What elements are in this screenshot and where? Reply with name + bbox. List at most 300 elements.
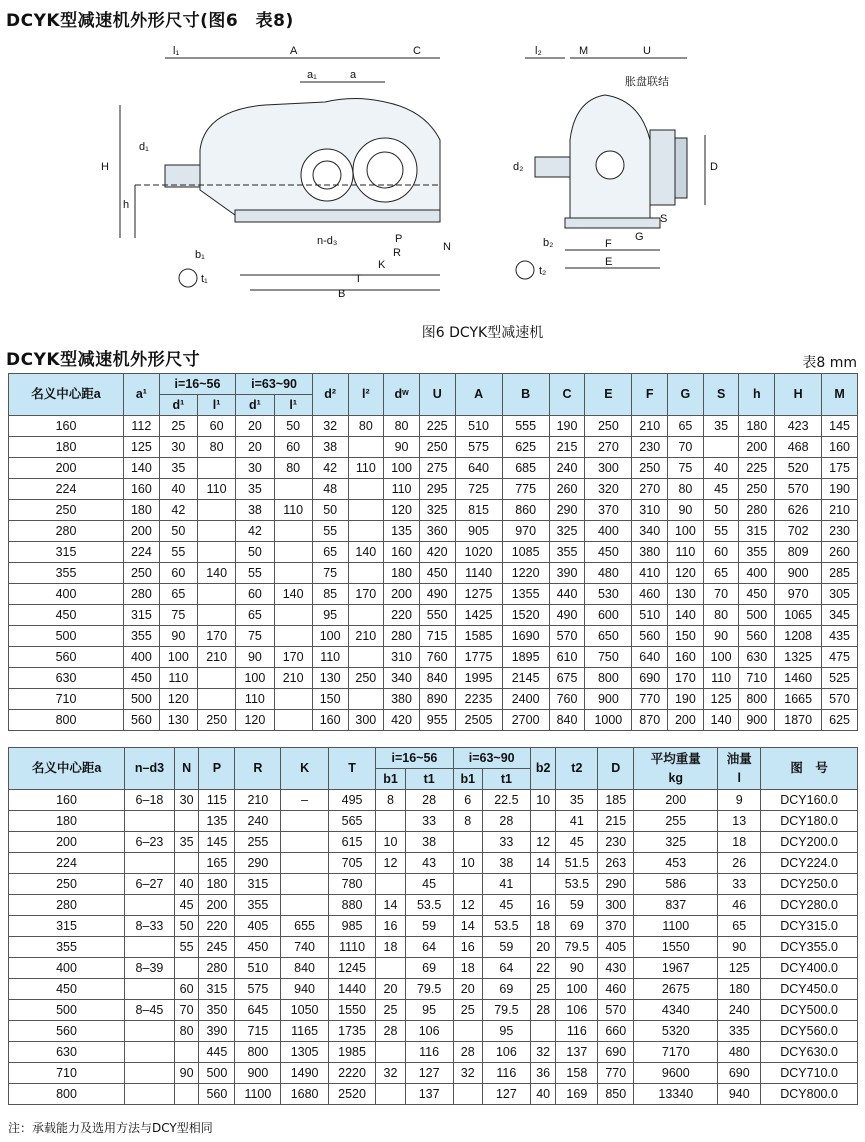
table-cell: 8–45 (125, 1000, 175, 1021)
table-cell: 35 (174, 832, 199, 853)
table-cell: 55 (703, 521, 739, 542)
table-header: t2 (556, 748, 598, 790)
table-cell: 355 (9, 937, 125, 958)
table-cell: 8 (453, 811, 482, 832)
table-cell: 80 (174, 1021, 199, 1042)
table-cell (174, 958, 199, 979)
table-cell: 80 (703, 605, 739, 626)
table-cell: 900 (775, 563, 822, 584)
table-cell: 26 (718, 853, 761, 874)
table-cell: 800 (9, 1084, 125, 1105)
table-cell: 140 (274, 584, 312, 605)
table-cell: 260 (549, 479, 585, 500)
table-cell: 280 (9, 895, 125, 916)
table-cell: 215 (549, 437, 585, 458)
table-cell: 22 (530, 958, 556, 979)
table-cell: 315 (9, 542, 124, 563)
table-cell: 1490 (281, 1063, 328, 1084)
table-cell: 10 (453, 853, 482, 874)
table-cell: 770 (632, 689, 668, 710)
table-cell: 200 (124, 521, 160, 542)
table-cell: 1100 (634, 916, 718, 937)
table-cell: 340 (384, 668, 420, 689)
table-cell (348, 605, 384, 626)
table-cell: 25 (376, 1000, 405, 1021)
table-cell: 32 (530, 1042, 556, 1063)
table-cell: 400 (9, 584, 124, 605)
table-header: l² (348, 374, 384, 416)
table-header: U (419, 374, 455, 416)
label-E: E (605, 256, 613, 268)
table-cell: 46 (718, 895, 761, 916)
table-cell: 1550 (328, 1000, 375, 1021)
table-row (9, 647, 858, 668)
table-cell: 90 (236, 647, 274, 668)
table-cell: 13340 (634, 1084, 718, 1105)
table-cell (197, 500, 235, 521)
table-cell: 79.5 (482, 1000, 530, 1021)
table-cell: 127 (405, 1063, 453, 1084)
table-header: A (455, 374, 502, 416)
table-cell: 200 (199, 895, 235, 916)
table-cell: 550 (419, 605, 455, 626)
table-cell: 715 (419, 626, 455, 647)
table-cell: – (281, 790, 328, 811)
table-cell: 45 (174, 895, 199, 916)
table-cell: 25 (453, 1000, 482, 1021)
table-cell: 500 (9, 626, 124, 647)
table-cell: 555 (502, 416, 549, 437)
table-cell: 16 (453, 937, 482, 958)
table-header: K (281, 748, 328, 790)
table-cell: 14 (453, 916, 482, 937)
table-cell: 1995 (455, 668, 502, 689)
table-cell: 55 (312, 521, 348, 542)
table-cell: 210 (348, 626, 384, 647)
table-cell: 160 (822, 437, 858, 458)
table-header: b2 (530, 748, 556, 790)
table-cell (530, 874, 556, 895)
table-cell: 8 (376, 790, 405, 811)
table-cell (125, 811, 175, 832)
table-cell: 40 (530, 1084, 556, 1105)
table-cell: 160 (9, 416, 124, 437)
table-cell: 715 (235, 1021, 281, 1042)
table-cell: 112 (124, 416, 160, 437)
table-cell: 450 (585, 542, 632, 563)
table-cell: 1895 (502, 647, 549, 668)
table-cell: 985 (328, 916, 375, 937)
table-cell: 840 (281, 958, 328, 979)
table-cell: 480 (718, 1042, 761, 1063)
footnote: 注：承载能力及选用方法与DCY型相同 (8, 1121, 213, 1135)
table-cell: 53.5 (556, 874, 598, 895)
table-cell: 30 (236, 458, 274, 479)
table-cell: 890 (419, 689, 455, 710)
table-cell: 500 (739, 605, 775, 626)
table-row (9, 979, 858, 1000)
table-header: G (668, 374, 704, 416)
table-cell: 110 (312, 647, 348, 668)
table-cell: 185 (598, 790, 634, 811)
table-cell: 90 (556, 958, 598, 979)
table-cell: 30 (174, 790, 199, 811)
table-cell: 250 (632, 458, 668, 479)
table-cell (174, 853, 199, 874)
table-cell: 940 (718, 1084, 761, 1105)
table-cell: 1690 (502, 626, 549, 647)
table-cell: 760 (549, 689, 585, 710)
table-cell: 1325 (775, 647, 822, 668)
table-cell (197, 584, 235, 605)
table-cell: 220 (199, 916, 235, 937)
table-cell: 160 (9, 790, 125, 811)
table-subheader: d¹ (236, 395, 274, 416)
table-cell: 1100 (235, 1084, 281, 1105)
table-cell: 423 (775, 416, 822, 437)
table-header: i=63~90 (453, 748, 530, 769)
table-cell: 106 (482, 1042, 530, 1063)
table-cell: 230 (822, 521, 858, 542)
label-U: U (643, 45, 651, 57)
table-cell: 2675 (634, 979, 718, 1000)
table-row (9, 853, 858, 874)
label-coupling: 胀盘联结 (625, 76, 669, 88)
table-header: d² (312, 374, 348, 416)
table-cell: 65 (159, 584, 197, 605)
table-cell (274, 710, 312, 731)
section-title: DCYK型减速机外形尺寸 (6, 350, 201, 370)
table-cell: 200 (9, 458, 124, 479)
table-cell: 116 (556, 1021, 598, 1042)
table-cell: 500 (9, 1000, 125, 1021)
table-row (9, 626, 858, 647)
table-cell: 120 (668, 563, 704, 584)
label-b1: b₁ (195, 249, 205, 261)
table-cell: 100 (312, 626, 348, 647)
table-header: E (585, 374, 632, 416)
table-cell: 750 (585, 647, 632, 668)
table-cell: DCY355.0 (761, 937, 858, 958)
table-cell: 7170 (634, 1042, 718, 1063)
table-cell (376, 1084, 405, 1105)
table-cell: 36 (530, 1063, 556, 1084)
table-cell: 1735 (328, 1021, 375, 1042)
table-cell: 453 (634, 853, 718, 874)
table-cell: 60 (274, 437, 312, 458)
table-cell: 38 (312, 437, 348, 458)
table-cell: 2505 (455, 710, 502, 731)
table-cell: DCY710.0 (761, 1063, 858, 1084)
table-header: i=16~56 (159, 374, 236, 395)
table-cell: 510 (632, 605, 668, 626)
table-cell: 1550 (634, 937, 718, 958)
table-cell (125, 1084, 175, 1105)
table-cell: DCY180.0 (761, 811, 858, 832)
label-P: P (395, 233, 403, 245)
table-cell: 355 (124, 626, 160, 647)
table-row (9, 500, 858, 521)
table-cell: 520 (775, 458, 822, 479)
table-cell (174, 1084, 199, 1105)
label-l2: l₂ (535, 45, 542, 57)
table-cell: 645 (235, 1000, 281, 1021)
table-header: 图 号 (761, 748, 858, 790)
table-cell: 460 (598, 979, 634, 1000)
label-G: G (635, 231, 644, 243)
table-cell: 420 (384, 710, 420, 731)
table-cell: 1985 (328, 1042, 375, 1063)
table-cell: 655 (281, 916, 328, 937)
table-cell: 1275 (455, 584, 502, 605)
table-row (9, 584, 858, 605)
table-cell: 160 (384, 542, 420, 563)
table-row (9, 1084, 858, 1105)
table-row (9, 811, 858, 832)
table-cell: 180 (739, 416, 775, 437)
table-cell: 230 (632, 437, 668, 458)
table-subheader: t1 (405, 769, 453, 790)
table-cell (125, 1021, 175, 1042)
table-header: 名义中心距a (9, 748, 125, 790)
table-cell: 160 (124, 479, 160, 500)
table-cell: 955 (419, 710, 455, 731)
table-cell: 95 (482, 1021, 530, 1042)
table-cell: 33 (405, 811, 453, 832)
table-cell: 14 (530, 853, 556, 874)
table-row (9, 874, 858, 895)
table-cell: 45 (405, 874, 453, 895)
table-cell (125, 895, 175, 916)
table-header: C (549, 374, 585, 416)
table-cell (530, 811, 556, 832)
table-cell: 110 (274, 500, 312, 521)
table-cell: DCY200.0 (761, 832, 858, 853)
table-cell: 2145 (502, 668, 549, 689)
table-cell: 1870 (775, 710, 822, 731)
table-cell: 110 (348, 458, 384, 479)
table-cell: 245 (199, 937, 235, 958)
table-cell: 710 (739, 668, 775, 689)
table-cell: 760 (419, 647, 455, 668)
table-cell: 190 (668, 689, 704, 710)
label-M: M (579, 45, 589, 57)
table-subheader: l¹ (197, 395, 235, 416)
table-cell (530, 1021, 556, 1042)
label-a: a (350, 69, 357, 81)
table-cell: DCY160.0 (761, 790, 858, 811)
table-cell (125, 937, 175, 958)
table-cell: 630 (739, 647, 775, 668)
table-cell (453, 1084, 482, 1105)
table-cell: 51.5 (556, 853, 598, 874)
table-cell: 570 (822, 689, 858, 710)
table-cell: 600 (585, 605, 632, 626)
table-row (9, 1063, 858, 1084)
table-cell: 210 (235, 790, 281, 811)
label-F: F (605, 238, 612, 250)
table-cell: 1440 (328, 979, 375, 1000)
table-cell: 1967 (634, 958, 718, 979)
label-a1: a₁ (307, 69, 317, 81)
table-cell (197, 668, 235, 689)
label-A: A (290, 45, 298, 57)
table-cell: 12 (376, 853, 405, 874)
table-cell: 570 (549, 626, 585, 647)
table-cell: 140 (124, 458, 160, 479)
label-t2: t₂ (539, 265, 547, 277)
table-cell: 445 (199, 1042, 235, 1063)
table-cell: 710 (9, 1063, 125, 1084)
table-cell (348, 521, 384, 542)
table-cell: 45 (482, 895, 530, 916)
table-cell: 224 (9, 479, 124, 500)
table-cell: 1140 (455, 563, 502, 584)
table-cell (348, 689, 384, 710)
table-cell: DCY450.0 (761, 979, 858, 1000)
table-cell: 65 (236, 605, 274, 626)
table-cell: 2220 (328, 1063, 375, 1084)
table-subheader: t1 (482, 769, 530, 790)
table-row (9, 710, 858, 731)
table-cell: 38 (236, 500, 274, 521)
table-cell: 6 (453, 790, 482, 811)
table-cell: 50 (159, 521, 197, 542)
table-row (9, 479, 858, 500)
table-cell: 20 (453, 979, 482, 1000)
table-cell (281, 853, 328, 874)
table-cell: 43 (405, 853, 453, 874)
table-cell: 705 (328, 853, 375, 874)
label-nd3: n-d₃ (317, 235, 338, 247)
table-cell: 1000 (585, 710, 632, 731)
table-cell: 490 (419, 584, 455, 605)
table-header: dʷ (384, 374, 420, 416)
table-cell: 16 (376, 916, 405, 937)
table-cell: 610 (549, 647, 585, 668)
table-cell: 250 (419, 437, 455, 458)
table-cell: DCY280.0 (761, 895, 858, 916)
table-cell: 870 (632, 710, 668, 731)
table-cell: 90 (159, 626, 197, 647)
table-cell: 2400 (502, 689, 549, 710)
table-cell: 50 (312, 500, 348, 521)
table-cell: 100 (236, 668, 274, 689)
table-cell: 135 (384, 521, 420, 542)
table-cell: 355 (739, 542, 775, 563)
table-cell: 1520 (502, 605, 549, 626)
table-cell: 255 (634, 811, 718, 832)
table-cell: 350 (199, 1000, 235, 1021)
table-cell: 137 (556, 1042, 598, 1063)
table-cell: 170 (274, 647, 312, 668)
table-cell: 880 (328, 895, 375, 916)
table-cell: 137 (405, 1084, 453, 1105)
table-cell: 45 (703, 479, 739, 500)
table-row (9, 458, 858, 479)
table-cell: 325 (634, 832, 718, 853)
table-subheader: b1 (453, 769, 482, 790)
table-cell: 275 (419, 458, 455, 479)
label-T: T (355, 273, 362, 285)
table-cell: 95 (405, 1000, 453, 1021)
table-cell: 640 (455, 458, 502, 479)
table-cell: 370 (598, 916, 634, 937)
table-cell: 500 (199, 1063, 235, 1084)
table-cell: 860 (502, 500, 549, 521)
table-cell: 75 (312, 563, 348, 584)
table-cell: 12 (530, 832, 556, 853)
table-cell: 33 (482, 832, 530, 853)
table-cell: 165 (199, 853, 235, 874)
table-cell: 140 (197, 563, 235, 584)
table-cell: 135 (199, 811, 235, 832)
table-cell: 440 (549, 584, 585, 605)
table-cell: DCY250.0 (761, 874, 858, 895)
table-cell (274, 479, 312, 500)
table-cell: 400 (739, 563, 775, 584)
table-cell: 1775 (455, 647, 502, 668)
table-cell: 315 (235, 874, 281, 895)
table-cell: 65 (718, 916, 761, 937)
table-cell (125, 1063, 175, 1084)
table-cell: 770 (598, 1063, 634, 1084)
table-cell: 10 (376, 832, 405, 853)
table-cell: 630 (9, 1042, 125, 1063)
label-H: H (101, 161, 109, 173)
table-cell: 630 (9, 668, 124, 689)
table-cell: 145 (822, 416, 858, 437)
table-cell: 41 (482, 874, 530, 895)
table-cell: 675 (549, 668, 585, 689)
table-cell: 405 (235, 916, 281, 937)
table-cell: 310 (384, 647, 420, 668)
table-cell: 125 (703, 689, 739, 710)
table-cell: 35 (703, 416, 739, 437)
table-cell: 180 (124, 500, 160, 521)
table-cell: 780 (328, 874, 375, 895)
table-cell: 1020 (455, 542, 502, 563)
table-row (9, 916, 858, 937)
table-cell: 530 (585, 584, 632, 605)
table-header: M (822, 374, 858, 416)
table-cell: 106 (405, 1021, 453, 1042)
table-cell: 160 (312, 710, 348, 731)
table-cell: 280 (739, 500, 775, 521)
table-cell: 110 (668, 542, 704, 563)
table-header: H (775, 374, 822, 416)
table-cell: 380 (632, 542, 668, 563)
table-cell: 640 (632, 647, 668, 668)
table-cell: 100 (159, 647, 197, 668)
table-cell: 18 (530, 916, 556, 937)
table-cell: 130 (668, 584, 704, 605)
table-cell: 525 (822, 668, 858, 689)
table-row (9, 416, 858, 437)
table-cell: 450 (9, 979, 125, 1000)
table-cell: 1220 (502, 563, 549, 584)
table-cell: 570 (775, 479, 822, 500)
table-cell (376, 874, 405, 895)
table-cell: 110 (197, 479, 235, 500)
table-cell (197, 521, 235, 542)
table-cell: DCY224.0 (761, 853, 858, 874)
table-cell: 14 (376, 895, 405, 916)
table-cell (197, 689, 235, 710)
label-R: R (393, 247, 401, 259)
table-cell: 158 (556, 1063, 598, 1084)
table-cell: 1208 (775, 626, 822, 647)
